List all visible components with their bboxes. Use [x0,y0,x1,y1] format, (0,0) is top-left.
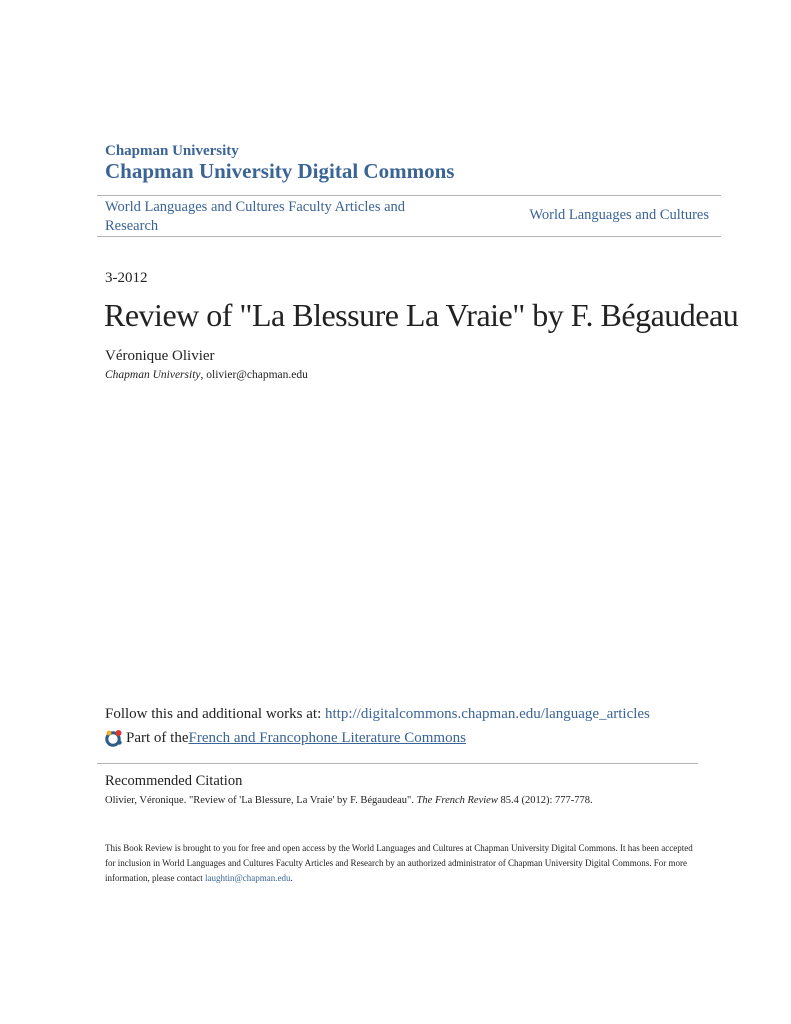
citation-text [105,795,593,806]
part-of-line [105,729,466,747]
publication-date: 3-2012 [105,270,148,286]
citation-after: 85.4 (2012): 777-778. [497,795,593,806]
affiliation-name: Chapman University [105,369,201,381]
repository-name[interactable]: Chapman University Digital Commons [105,159,455,183]
notice-text: This Book Review is brought to you for free and open access by the World Languages and Cultures at Chapman University Digital Commons. It has been accepted for inclusion in World Languages and Cultures Faculty Articles and Research by an authorized administrator of Chapman University Digital Commons. For more information, please contact [105,843,693,883]
commons-link[interactable]: French and Francophone Literature Commons [188,729,466,746]
citation-journal: The French Review [416,795,498,806]
follow-url-link[interactable]: http://digitalcommons.chapman.edu/language_articles [324,706,650,722]
follow-line [105,706,650,723]
follow-label: Follow this and additional works at: [105,706,325,722]
header-rule-top [97,195,721,196]
notice-end: . [290,873,293,883]
access-notice [105,841,695,886]
citation-rule [97,763,698,764]
collection-link[interactable]: World Languages and Cultures Faculty Articles and Research [105,199,406,234]
contact-email-link[interactable]: laughtin@chapman.edu [204,873,291,883]
university-name[interactable]: Chapman University [105,143,239,159]
author-affiliation [105,369,308,381]
article-title: Review of "La Blessure La Vraie" by F. Bégaudeau [104,297,739,333]
header-rule-bottom [97,236,721,237]
citation-before: Olivier, Véronique. "Review of 'La Blessure, La Vraie' by F. Bégaudeau". [105,795,417,806]
department-link[interactable]: World Languages and Cultures [529,207,709,223]
author-name: Véronique Olivier [105,348,215,364]
author-email: , olivier@chapman.edu [200,369,308,381]
recommended-citation-heading: Recommended Citation [105,773,243,789]
part-of-label: Part of the [126,729,189,746]
commons-network-icon [105,729,123,747]
